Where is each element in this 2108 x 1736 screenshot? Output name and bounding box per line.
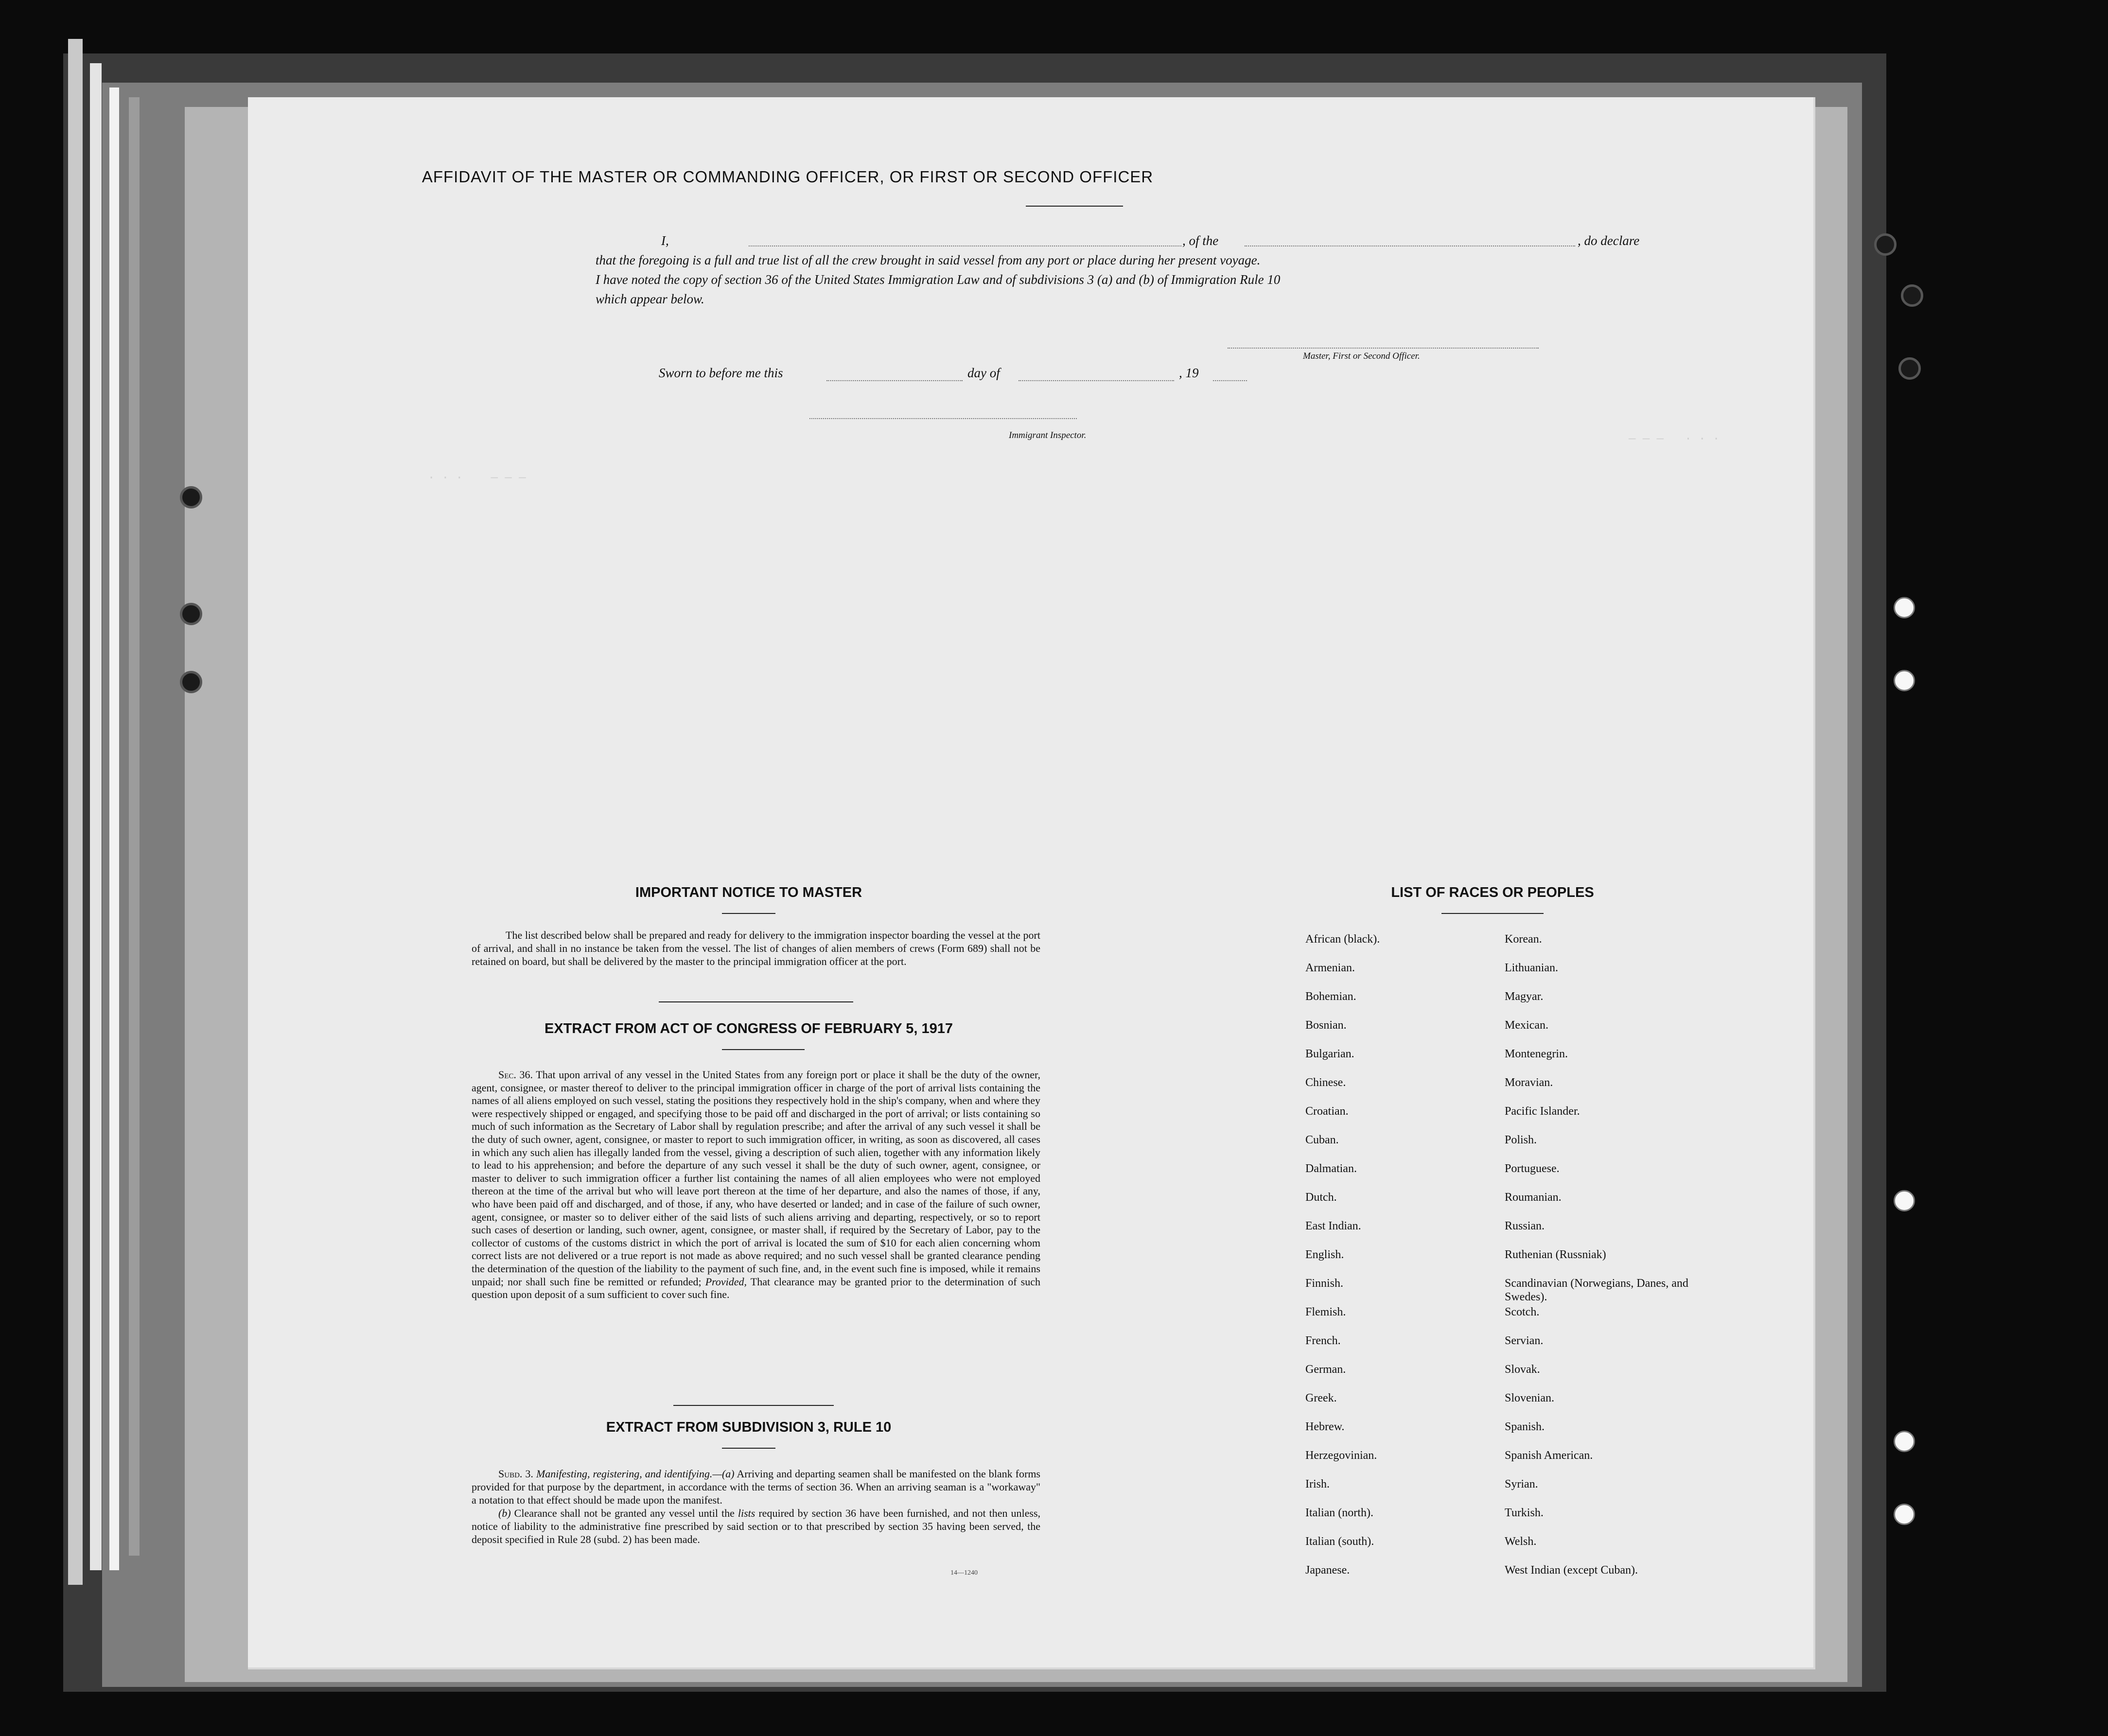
race-item: Turkish. bbox=[1505, 1507, 1544, 1519]
race-item: West Indian (except Cuban). bbox=[1505, 1564, 1638, 1577]
affidavit-title: AFFIDAVIT OF THE MASTER OR COMMANDING OFFICER, OR FIRST OR SECOND OFFICER bbox=[422, 168, 1154, 186]
declaration-block bbox=[596, 231, 1640, 309]
paragraph-b-text-2: required by section 36 have been furnished, and not then unless, notice of liability to the administrative fine prescribed by said section or to that prescribed by section 35 having been served, the deposit specified in Rule 28 (subd. 2) has been made. bbox=[472, 1507, 1041, 1545]
punch-hole bbox=[1894, 1431, 1915, 1452]
binder-hole bbox=[180, 486, 202, 509]
act-title: EXTRACT FROM ACT OF CONGRESS OF FEBRUARY 5, 1917 bbox=[544, 1021, 953, 1036]
notice-body: The list described below shall be prepared and ready for delivery to the immigration inspector boarding the vessel at the port of arrival, and shall in no instance be taken from the vessel. The list of changes of alien members of crews (Form 689) shall not be retained on board, but shall be delivered by the master to the principal immigration officer at the port. bbox=[472, 929, 1040, 967]
section-divider bbox=[659, 1001, 853, 1002]
race-item: Spanish. bbox=[1505, 1420, 1545, 1433]
race-item: Irish. bbox=[1305, 1478, 1330, 1491]
year-prefix: , 19 bbox=[1179, 366, 1199, 380]
notice-title: IMPORTANT NOTICE TO MASTER bbox=[635, 885, 862, 900]
race-item: Flemish. bbox=[1305, 1306, 1346, 1318]
race-item: Servian. bbox=[1505, 1334, 1544, 1347]
provided-word: Provided, bbox=[705, 1275, 747, 1288]
section-divider bbox=[673, 1405, 834, 1406]
page-edge-strip bbox=[109, 88, 119, 1570]
month-blank bbox=[1019, 380, 1174, 381]
inspector-caption: Immigrant Inspector. bbox=[1009, 430, 1087, 440]
race-item: Cuban. bbox=[1305, 1134, 1339, 1146]
race-item: English. bbox=[1305, 1248, 1344, 1261]
vessel-blank bbox=[1245, 245, 1575, 246]
subdivision-label: Subd. 3. bbox=[498, 1468, 533, 1480]
race-item: Portuguese. bbox=[1505, 1162, 1560, 1175]
binder-hole bbox=[180, 671, 202, 693]
race-item: Korean. bbox=[1505, 933, 1542, 946]
form-number: 14—1240 bbox=[950, 1569, 978, 1577]
race-item: Japanese. bbox=[1305, 1564, 1350, 1577]
race-item: Finnish. bbox=[1305, 1277, 1344, 1290]
race-item: Syrian. bbox=[1505, 1478, 1538, 1491]
officer-caption: Master, First or Second Officer. bbox=[1303, 351, 1420, 361]
races-title-rule bbox=[1441, 913, 1544, 914]
section-36-body: That upon arrival of any vessel in the United States from any foreign port or place it shall be the duty of the owner, agent, consignee, or master thereof to deliver to the principal immigration officer in charge of the port of arrival lists containing the names of all aliens employed on such vessel, stating the positions they respectively hold in the ship's company, when and where they were respectively shipped or engaged, and specifying those to be paid off and discharged in the port of arrival; or lists containing so much of such information as the Secretary of Labor shall by regulation prescribe; and after the arrival of any such vessel it shall be the duty of such owner, agent, consignee, or master to report to such immigration officer, in writing, as soon as discovered, all cases in which any such alien has illegally landed from the vessel, giving a description of such alien, together with any information likely to lead to his apprehension; and before the departure of any such vessel it shall be the duty of such owner, agent, consignee, or master to deliver to such immigration officer a further list containing the names of all alien employees who were not employed thereon at the time of the arrival but who will leave port thereon at the time of her departure, and also the names of those, if any, who have been paid off and discharged, and of those, if any, who have deserted or landed; and in case of the failure of such owner, agent, consignee, or master so to deliver either of the said lists of such aliens arriving and departing, respectively, or so to report such cases of desertion or landing, such owner, agent, consignee, or master shall, if required by the Secretary of Labor, pay to the collector of customs of the customs district in which the port of arrival is located the sum of $10 for each alien concerning whom correct lists are not delivered or a true report is not made as above required; and no such vessel shall be granted clearance pending the determination of the question of the liability to the payment of such fine, and, in the event such fine is imposed, while it remains unpaid; nor shall such fine be remitted or refunded; bbox=[472, 1069, 1041, 1288]
race-item: Russian. bbox=[1505, 1220, 1545, 1232]
race-item: Croatian. bbox=[1305, 1105, 1349, 1118]
race-item: French. bbox=[1305, 1334, 1341, 1347]
bleed-through-marks: · · · — — — bbox=[428, 472, 526, 485]
binder-hole bbox=[180, 603, 202, 625]
sworn-text: Sworn to before me this bbox=[659, 366, 783, 380]
declaration-i: I, bbox=[661, 233, 669, 248]
punch-hole bbox=[1894, 1504, 1915, 1525]
officer-signature-line bbox=[1228, 348, 1539, 349]
race-item: German. bbox=[1305, 1363, 1346, 1376]
punch-hole bbox=[1894, 597, 1915, 618]
declaration-line-2: that the foregoing is a full and true list of all the crew brought in said vessel from any port or place during her present voyage. bbox=[596, 253, 1261, 267]
page-edge-strip bbox=[68, 39, 83, 1585]
race-item: Scotch. bbox=[1505, 1306, 1540, 1318]
declaration-of-the: , of the bbox=[1182, 233, 1219, 248]
paragraph-b-text-1: Clearance shall not be granted any vessel until the bbox=[514, 1507, 735, 1519]
race-item: Ruthenian (Russniak) bbox=[1505, 1248, 1606, 1261]
race-item: Pacific Islander. bbox=[1505, 1105, 1580, 1118]
name-blank bbox=[749, 245, 1181, 246]
year-blank bbox=[1213, 380, 1247, 381]
declaration-line-3: I have noted the copy of section 36 of the United States Immigration Law and of subdivisions 3 (a) and (b) of Immigration Rule 10 bbox=[596, 272, 1281, 287]
page-edge-strip bbox=[90, 63, 102, 1570]
day-of-text: day of bbox=[967, 366, 1000, 380]
binder-hole bbox=[1874, 233, 1897, 256]
day-blank bbox=[826, 380, 963, 381]
race-item: Chinese. bbox=[1305, 1076, 1346, 1089]
paragraph-a-text: Arriving and departing seamen shall be manifested on the blank forms provided for that purpose by the department, in accordance with the terms of section 36. When an arriving seaman is a "workaway" a notation to that effect should be made upon the manifest. bbox=[472, 1468, 1040, 1506]
race-item: Slovak. bbox=[1505, 1363, 1540, 1376]
race-item: Slovenian. bbox=[1505, 1392, 1554, 1404]
race-item: Mexican. bbox=[1505, 1019, 1548, 1032]
subdivision-paragraph-a bbox=[472, 1467, 1040, 1507]
race-item: Dalmatian. bbox=[1305, 1162, 1357, 1175]
race-item: Greek. bbox=[1305, 1392, 1337, 1404]
race-item: Welsh. bbox=[1505, 1535, 1537, 1548]
race-item: Montenegrin. bbox=[1505, 1048, 1568, 1060]
binder-hole bbox=[1901, 284, 1923, 307]
race-item: Herzegovinian. bbox=[1305, 1449, 1377, 1462]
paragraph-b-lists: lists bbox=[738, 1507, 755, 1519]
page-edge-strip bbox=[129, 97, 140, 1556]
declaration-line-1 bbox=[596, 231, 1640, 250]
race-item: Moravian. bbox=[1505, 1076, 1553, 1089]
section-label: Sec. 36. bbox=[498, 1069, 533, 1081]
subdivision-3-text bbox=[472, 1467, 1040, 1546]
race-item: Polish. bbox=[1505, 1134, 1537, 1146]
race-item: Hebrew. bbox=[1305, 1420, 1345, 1433]
rule-title: EXTRACT FROM SUBDIVISION 3, RULE 10 bbox=[606, 1420, 892, 1435]
declaration-declare: , do declare bbox=[1578, 233, 1640, 248]
punch-hole bbox=[1894, 670, 1915, 691]
race-item: Bohemian. bbox=[1305, 990, 1356, 1003]
subdivision-heading: Manifesting, registering, and identifying.—(a) bbox=[536, 1468, 735, 1480]
races-column-left bbox=[1305, 932, 1480, 1592]
rule-title-rule bbox=[722, 1448, 775, 1449]
race-item: East Indian. bbox=[1305, 1220, 1361, 1232]
title-rule bbox=[1026, 206, 1123, 207]
race-item: Bosnian. bbox=[1305, 1019, 1347, 1032]
declaration-line-4: which appear below. bbox=[596, 292, 704, 306]
race-item: Spanish American. bbox=[1505, 1449, 1593, 1462]
section-36-text bbox=[472, 1069, 1040, 1301]
race-item: Dutch. bbox=[1305, 1191, 1337, 1204]
subdivision-paragraph-b bbox=[472, 1507, 1040, 1546]
races-title: LIST OF RACES OR PEOPLES bbox=[1391, 885, 1594, 900]
section-36-end: That clearance may be granted prior to the determination of such question upon deposit of a sum sufficient to cover such fine. bbox=[472, 1275, 1040, 1301]
race-item: African (black). bbox=[1305, 933, 1380, 946]
races-column-right bbox=[1505, 932, 1709, 1592]
race-item: Lithuanian. bbox=[1505, 962, 1558, 974]
paragraph-b-label: (b) bbox=[498, 1507, 511, 1519]
punch-hole bbox=[1894, 1190, 1915, 1211]
binder-hole bbox=[1898, 357, 1921, 380]
notice-title-rule bbox=[722, 913, 775, 914]
race-item: Scandinavian (Norwegians, Danes, and Swedes). bbox=[1505, 1277, 1688, 1303]
race-item: Italian (south). bbox=[1305, 1535, 1374, 1548]
inspector-signature-line bbox=[809, 418, 1077, 419]
race-item: Roumanian. bbox=[1505, 1191, 1562, 1204]
bleed-through-marks: — — — · · · bbox=[1629, 433, 1720, 446]
race-item: Magyar. bbox=[1505, 990, 1544, 1003]
act-title-rule bbox=[722, 1049, 805, 1050]
race-item: Italian (north). bbox=[1305, 1507, 1373, 1519]
race-item: Bulgarian. bbox=[1305, 1048, 1354, 1060]
race-item: Armenian. bbox=[1305, 962, 1355, 974]
